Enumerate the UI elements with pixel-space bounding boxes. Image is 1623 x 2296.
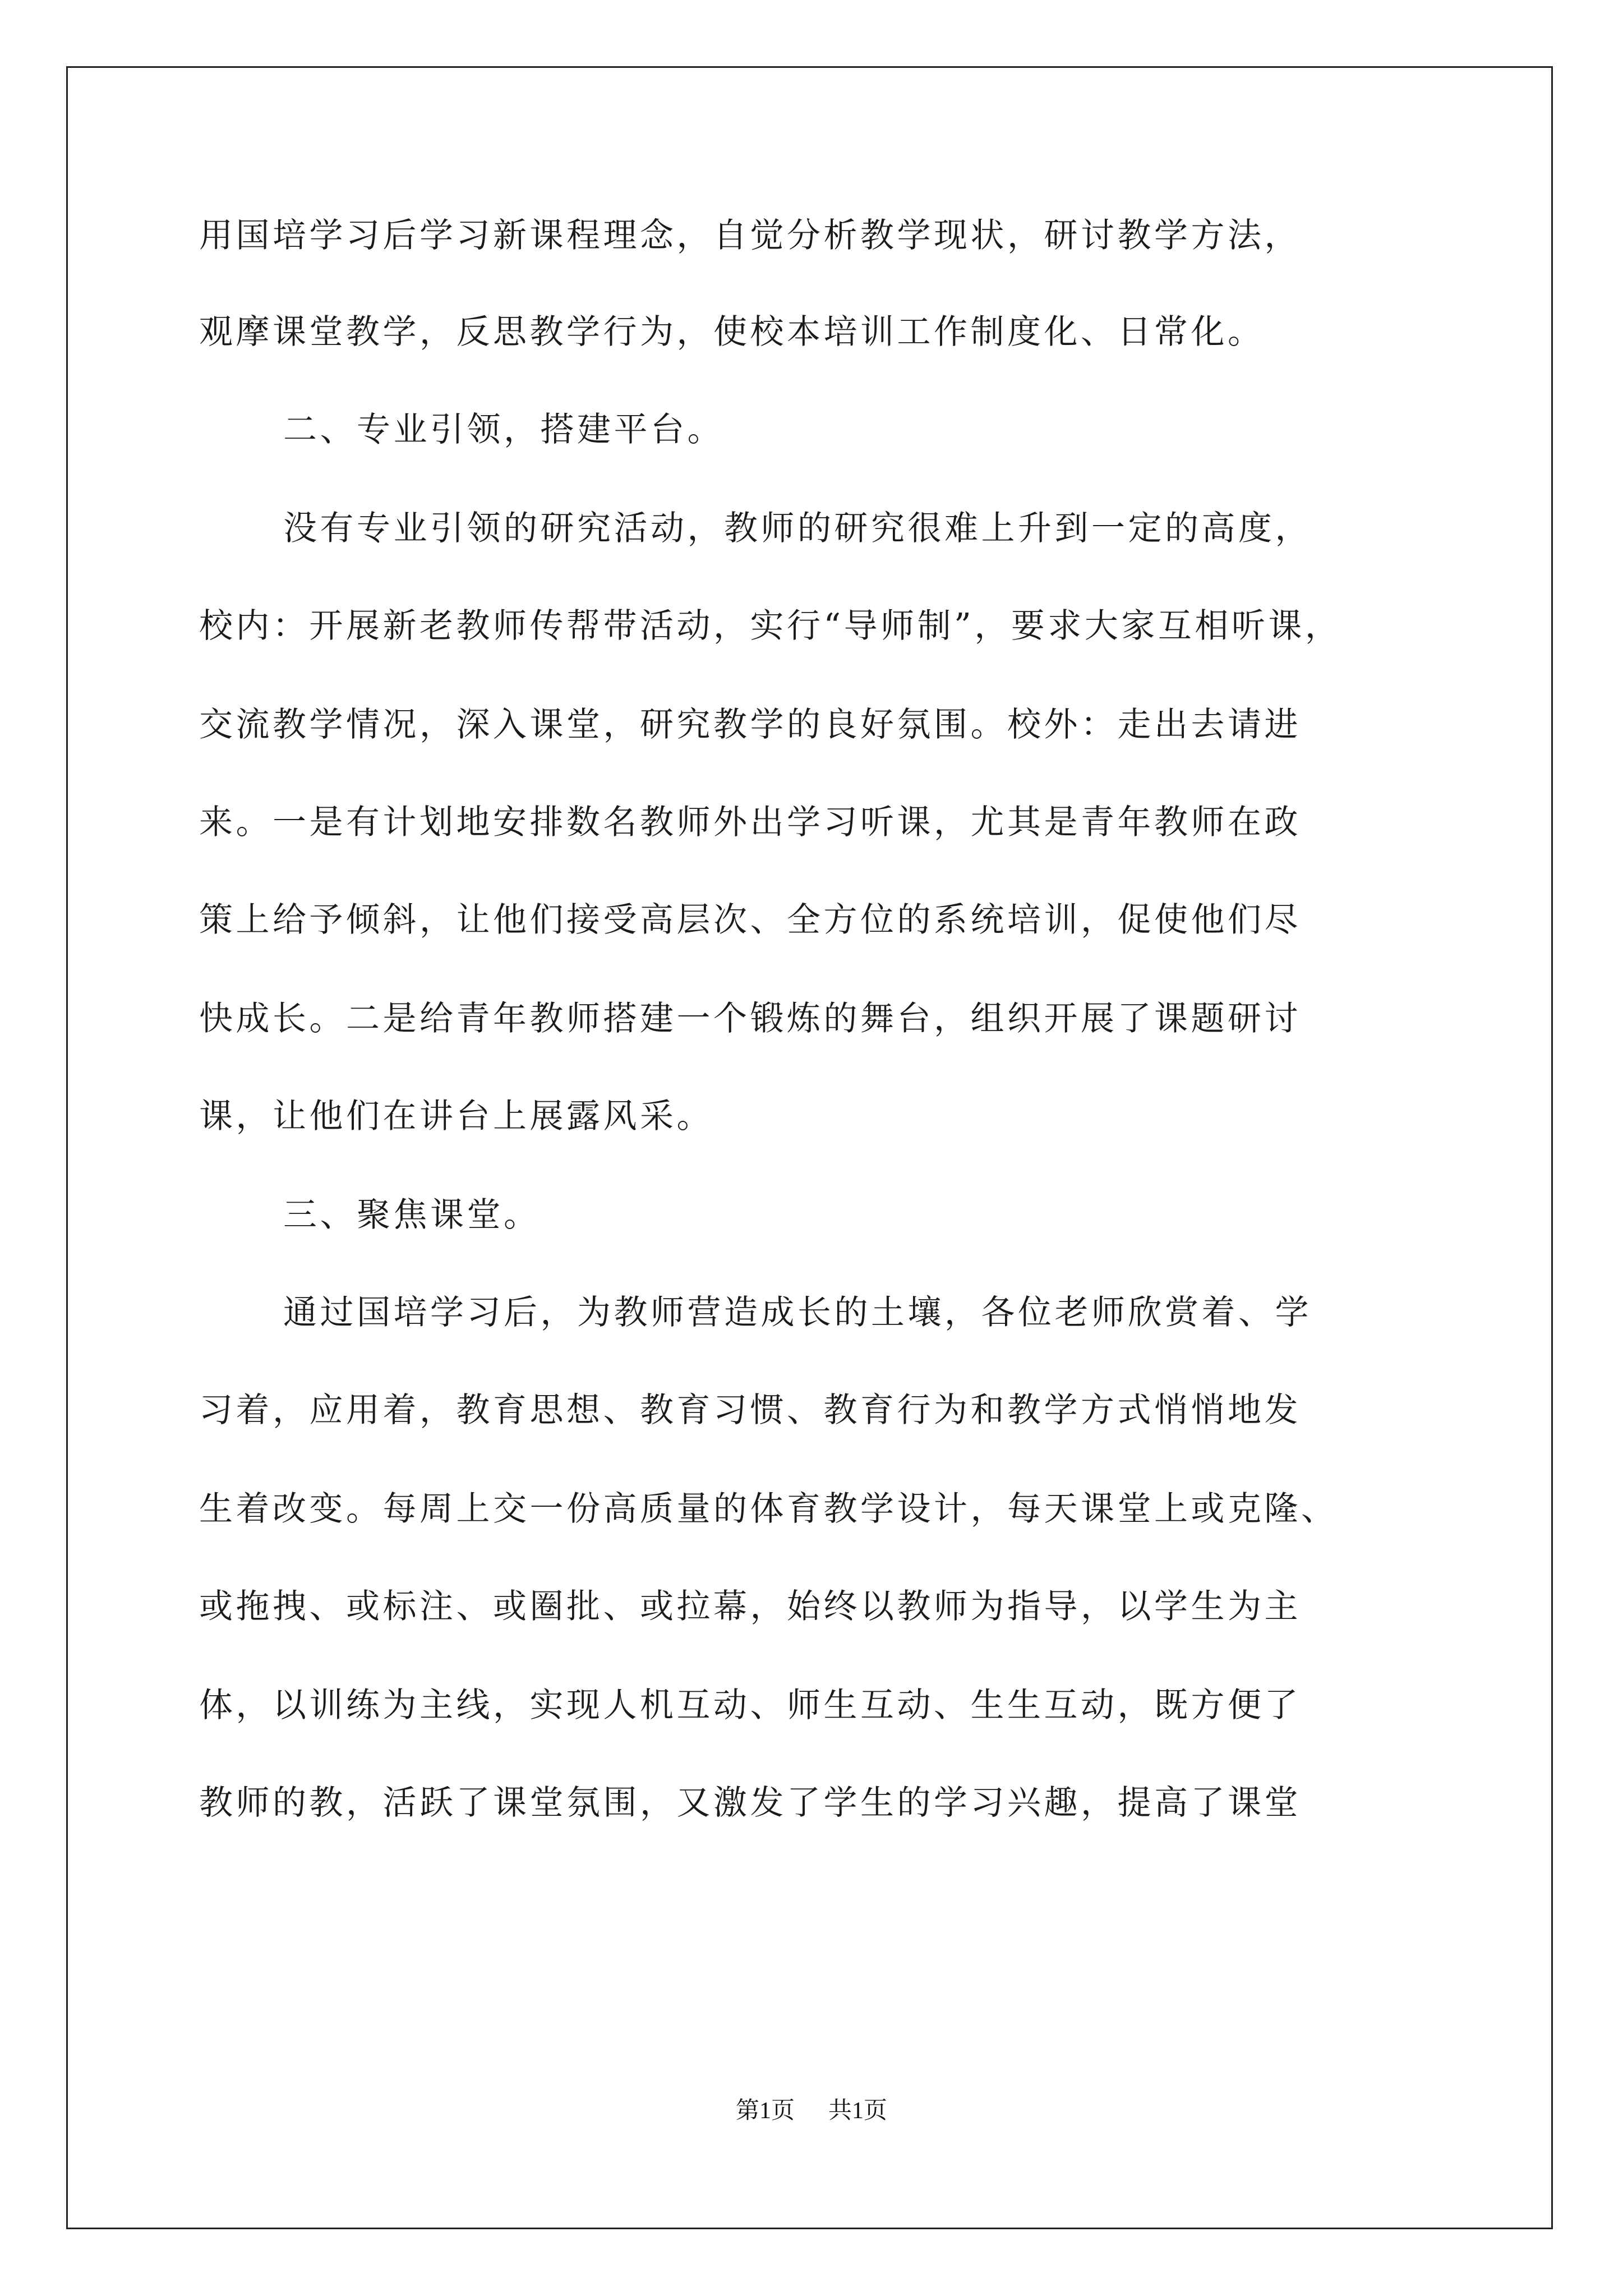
page-footer bbox=[0, 2095, 1623, 2127]
page-number: 第1页 bbox=[735, 2098, 795, 2124]
text-line-8: 策上给予倾斜，让他们接受高层次、全方位的系统培训，促使他们尽 bbox=[199, 900, 1301, 940]
text-line-4: 没有专业引领的研究活动，教师的研究很难上升到一定的高度， bbox=[283, 509, 1312, 548]
section-heading-3: 三、聚焦课堂。 bbox=[283, 1195, 541, 1235]
text-line-9: 快成长。二是给青年教师搭建一个锻炼的舞台，组织开展了课题研讨 bbox=[199, 999, 1301, 1038]
section-heading-2: 二、专业引领，搭建平台。 bbox=[283, 410, 724, 449]
text-line-17: 教师的教，活跃了课堂氛围，又激发了学生的学习兴趣，提高了课堂 bbox=[199, 1783, 1301, 1823]
text-line-2: 观摩课堂教学，反思教学行为，使校本培训工作制度化、日常化。 bbox=[199, 312, 1265, 352]
text-line-14: 生着改变。每周上交一份高质量的体育教学设计，每天课堂上或克隆、 bbox=[199, 1489, 1338, 1529]
text-line-12: 通过国培学习后，为教师营造成长的土壤，各位老师欣赏着、学 bbox=[283, 1293, 1312, 1332]
text-line-13: 习着，应用着，教育思想、教育习惯、教育行为和教学方式悄悄地发 bbox=[199, 1391, 1301, 1430]
text-line-16: 体，以训练为主线，实现人机互动、师生互动、生生互动，既方便了 bbox=[199, 1686, 1301, 1725]
text-line-10: 课，让他们在讲台上展露风采。 bbox=[199, 1097, 713, 1136]
text-line-15: 或拖拽、或标注、或圈批、或拉幕，始终以教师为指导，以学生为主 bbox=[199, 1587, 1301, 1626]
text-line-7: 来。一是有计划地安排数名教师外出学习听课，尤其是青年教师在政 bbox=[199, 803, 1301, 842]
page-total: 共1页 bbox=[828, 2098, 888, 2124]
page-border bbox=[66, 66, 1553, 2229]
text-line-1: 用国培学习后学习新课程理念，自觉分析教学现状，研讨教学方法， bbox=[199, 216, 1301, 255]
text-line-5: 校内：开展新老教师传帮带活动，实行“导师制”，要求大家互相听课， bbox=[199, 606, 1342, 646]
text-line-6: 交流教学情况，深入课堂，研究教学的良好氛围。校外：走出去请进 bbox=[199, 705, 1301, 744]
